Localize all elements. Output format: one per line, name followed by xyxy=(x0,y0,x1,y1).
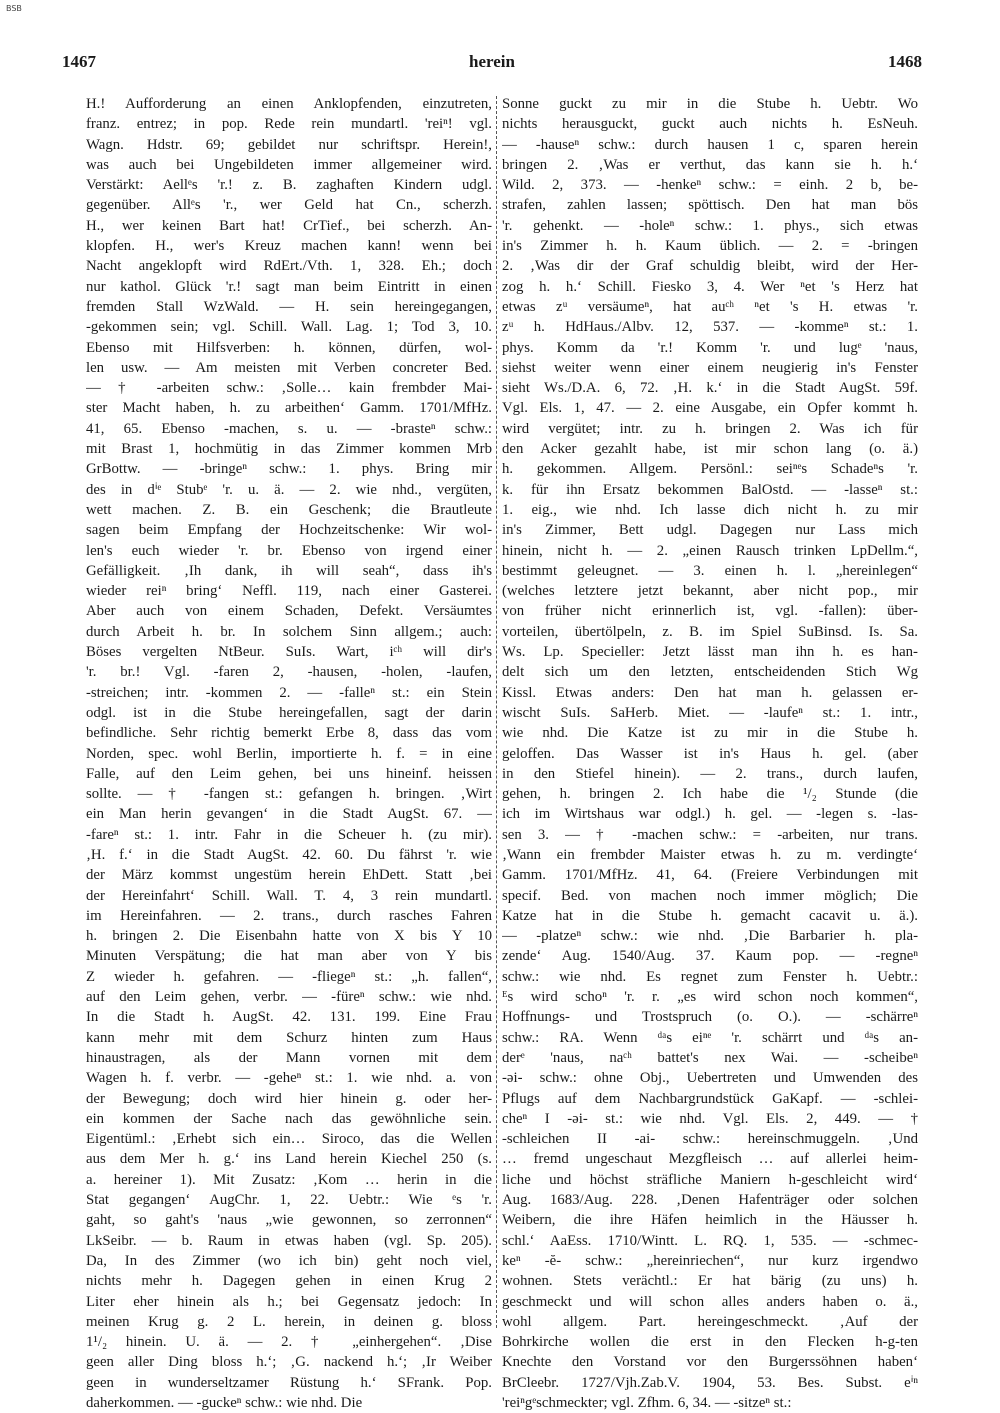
text-line: durch Arbeit h. br. In solchem Sinn allgem.; auch: xyxy=(86,623,492,640)
text-line: nur kathol. Glück 'r.! sagt man beim Eintritt in einen xyxy=(86,278,492,295)
text-line: phys. Komm da 'r.! Komm 'r. und lugᵉ 'naus, xyxy=(502,339,918,356)
text-line: BrCleebr. 1727/Vjh.Zab.V. 1904, 53. Bes. Subst. eⁱⁿ xyxy=(502,1374,918,1391)
text-line: derᵉ 'naus, naᶜʰ battet's nex Wai. — -scheibeⁿ xyxy=(502,1049,918,1066)
text-line: — † -arbeiten schw.: ‚Solle… kain frembder Mai- xyxy=(86,380,492,397)
text-line: — -hauseⁿ schw.: durch hausen 1 c, sparen herein xyxy=(502,136,918,153)
text-line: kann mehr mit dem Schurz hinten zum Haus xyxy=(86,1029,492,1046)
text-line: -gekommen sein; vgl. Schill. Wall. Lag. 1; Tod 3, 10. xyxy=(86,319,492,336)
text-line: ᴱs wird schoⁿ 'r. r. „es wird schon noch kommen“, xyxy=(502,989,918,1006)
text-line: vorteilen, übertölpeln, z. B. im Spiel SuBinsd. Is. Sa. xyxy=(502,623,918,640)
text-line: wett machen. Z. B. ein Geschenk; die Brautleute xyxy=(86,501,492,518)
text-line: h. gekommen. Allgem. Persönl.: seiⁿᵉs Schadeⁿs 'r. xyxy=(502,461,918,478)
text-line: aus dem Mer h. g.‘ ins Land herein Kiechel 250 (s. xyxy=(86,1151,492,1168)
text-line: den Acker gezahlt habe, ist mir schon lang (o. ä.) xyxy=(502,441,918,458)
text-line: im Hereinfahren. — 2. trans., durch rasches Fahren xyxy=(86,907,492,924)
text-line: hinaustragen, als der Mann vornen mit dem xyxy=(86,1049,492,1066)
text-line: mit Brast 1, hochmütig in das Zimmer kommen Mrb xyxy=(86,441,492,458)
text-line: keⁿ -ĕ- schw.: „hereinriechen“, nur kurz irgendwo xyxy=(502,1252,918,1269)
text-line: H.! Aufforderung an einen Anklopfenden, einzutreten, xyxy=(86,96,492,112)
text-line: a. hereiner 1). Mit Zusatz: ‚Kom … herin in die xyxy=(86,1171,492,1188)
text-line: ‚H. f.‘ in die Stadt AugSt. 42. 60. Du fährst 'r. wie xyxy=(86,846,492,863)
text-line: -schleichen II -ai- schw.: hereinschmuggeln. ‚Und xyxy=(502,1131,918,1148)
text-line: Weibern, die ihre Häfen heimlich in the Häusser h. xyxy=(502,1212,918,1229)
text-line: Knechte den Vorstand vor den Burgerssöhnen haben‘ xyxy=(502,1354,918,1371)
text-line: 'reiⁿgᵉschmeckter; vgl. Zfhm. 6, 34. — -sitzeⁿ st.: xyxy=(502,1395,792,1411)
text-line: der Hereinfahrt‘ Schill. Wall. T. 4, 3 rein mundartl. xyxy=(86,887,492,904)
text-line: Stat gegangen‘ AugChr. 1, 22. Uebtr.: Wie ᵉs 'r. xyxy=(86,1192,492,1209)
text-line: zog h. h.‘ Schill. Fiesko 3, 4. Wer ⁿet 's Herz hat xyxy=(502,278,918,295)
text-line: 'r. br.! Vgl. -faren 2, -hausen, -holen, -laufen, xyxy=(86,664,492,681)
text-line: 1. eig., wie nhd. Ich lasse dich nicht h. zu mir xyxy=(502,501,918,518)
text-line: geen in wunderseltzamer Rüstung h.‘ SFrank. Pop. xyxy=(86,1374,492,1391)
page-title: herein xyxy=(469,52,515,71)
text-line: sen 3. — † -machen schw.: = -arbeiten, nur trans. xyxy=(502,826,918,843)
text-line: Liter eher hinein als h.; bei Gegensatz jedoch: In xyxy=(86,1293,492,1310)
text-line: gehen, h. bringen 2. Ich habe die ¹/₂ Stunde (die xyxy=(502,786,918,803)
text-line: -fareⁿ st.: 1. intr. Fahr in die Scheuer h. (zu mir). xyxy=(86,826,492,843)
text-line: Ws. Lp. Specieller: Jetzt lässt man ihn h. es han- xyxy=(502,644,918,661)
text-line: bestimmt geleugnet. — 3. einen h. l. „hereinlegen“ xyxy=(502,562,918,579)
text-line: bringen 2. ‚Was er verthut, das kann sie h. h.‘ xyxy=(502,156,918,173)
text-line: — -platzeⁿ schw.: wie nhd. ‚Die Barbarier h. pla- xyxy=(502,928,918,945)
text-line: der März kommst ungestüm herein EhDett. Statt ‚bei xyxy=(86,867,492,884)
text-line: Hoffnungs- und Trostspruch (o. O.). — -schärreⁿ xyxy=(502,1009,918,1026)
text-line: (welches letztere jetzt bekannt, aber nicht pop., mir xyxy=(502,583,918,600)
text-line: -streichen; intr. -kommen 2. — -falleⁿ st.: ein Stein xyxy=(86,684,492,701)
text-line: strafen, zahlen lassen; spöttisch. Den hat man bös xyxy=(502,197,918,214)
text-line: liche und höchst sträfliche Maniern h-geschleicht wird‘ xyxy=(502,1171,918,1188)
text-line: GrBottw. — -bringeⁿ schw.: 1. phys. Bring mir xyxy=(86,461,492,478)
text-line: siehst weiter wenn einer einem neugierig in's Fenster xyxy=(502,359,918,376)
text-line: len's euch wieder 'r. br. Ebenso von irgend einer xyxy=(86,542,492,559)
text-line: ich im Wirtshaus war odgl.) h. gel. — -legen s. -las- xyxy=(502,806,918,823)
text-line: nichts mehr h. Dagegen gehen in einen Krug 2 xyxy=(86,1273,492,1290)
text-line: Böses vergelten NtBeur. SuIs. Wart, iᶜʰ will dir's xyxy=(86,644,492,661)
left-column xyxy=(86,94,492,1413)
text-line: des in dⁱᵉ Stubᵉ 'r. u. ä. — 2. wie nhd., vergüten, xyxy=(86,481,492,498)
text-line: Nacht angeklopft wird RdErt./Vth. 1, 328. Eh.; doch xyxy=(86,258,492,275)
text-line: in den Stiefel hinein). — 2. trans., durch laufen, xyxy=(502,765,918,782)
text-line: Pflugs auf dem Nachbargrundstück GaKapf. — -schlei- xyxy=(502,1090,918,1107)
text-line: Katze hat in die Stube h. gemacht cacavit u. ä.). xyxy=(502,907,918,924)
text-line: Z wieder h. gefahren. — -fliegeⁿ st.: „h. fallen“, xyxy=(86,968,492,985)
text-line: H., wer keinen Bart hat! CrTief., bei scherzh. An- xyxy=(86,217,492,234)
text-line: Verstärkt: Aellᵉs 'r.! z. B. zaghaften Kindern udgl. xyxy=(86,177,492,194)
text-line: etwas zᵘ versäumeⁿ, hat auᶜʰ ⁿet 's H. etwas 'r. xyxy=(502,298,918,315)
column-divider xyxy=(496,96,497,1328)
text-line: 2. ‚Was dir der Graf schuldig bleibt, wird der Her- xyxy=(502,258,918,275)
text-line: von früher nicht erinnerlich ist, vgl. -fallen): über- xyxy=(502,603,918,620)
text-line: wieder reiⁿ bring‘ Neffl. 119, nach einer Gasterei. xyxy=(86,583,492,600)
text-line: zᵘ h. HdHaus./Albv. 12, 537. — -kommeⁿ st.: 1. xyxy=(502,319,918,336)
text-line: zende‘ Aug. 1540/Aug. 37. Kaum pop. — -regneⁿ xyxy=(502,948,918,965)
text-line: k. für ihn Ersatz bekommen BalOstd. — -lasseⁿ st.: xyxy=(502,481,918,498)
text-line: sollte. — † -fangen st.: gefangen h. bringen. ‚Wirt xyxy=(86,786,492,803)
text-line: Gefälligkeit. ‚Ih dank, ih will seah“, dass ih's xyxy=(86,562,492,579)
text-line: LkSeibr. — b. Raum in etwas haben (vgl. Sp. 205). xyxy=(86,1232,492,1249)
text-line: gegenüber. Allᵉs 'r., wer Geld hat Cn., scherzh. xyxy=(86,197,492,214)
text-line: Eigentüml.: ‚Erhebt sich ein… Siroco, das die Wellen xyxy=(86,1131,492,1148)
text-line: geen aller Ding bloss h.‘; ‚G. nackend h.‘; ‚Ir Weiber xyxy=(86,1354,492,1371)
text-line: ster Macht haben, h. zu arbeithen‘ Gamm. 1701/MfHz. xyxy=(86,400,492,417)
text-line: nichts herausguckt, guckt auch nichts h. EsNeuh. xyxy=(502,116,918,133)
right-column xyxy=(502,94,918,1413)
text-line: schw.: RA. Wenn ᵈᵃs eiⁿᵉ 'r. schärrt und ᵈᵃs an- xyxy=(502,1029,918,1046)
text-line: len usw. — Am meisten mit Verben concreter Bed. xyxy=(86,359,492,376)
text-line: geschmeckt und will schon alles anders haben o. ä., xyxy=(502,1293,918,1310)
library-stamp: BSB xyxy=(6,4,22,13)
text-line: Wagn. Hdstr. 69; gebildet nur schriftspr. Herein!, xyxy=(86,136,492,153)
text-line: Sonne guckt zu mir in die Stube h. Uebtr. Wo xyxy=(502,96,918,112)
text-line: Da, In des Zimmer (wo ich bin) geht noch viel, xyxy=(86,1252,492,1269)
page-header xyxy=(62,44,922,70)
text-line: Gamm. 1701/MfHz. 41, 64. (Freiere Verbindungen mit xyxy=(502,867,918,884)
text-line: In die Stadt h. AugSt. 42. 131. 199. Eine Frau xyxy=(86,1009,492,1026)
page-number-right: 1468 xyxy=(888,52,922,71)
text-line: befindliche. Sehr richtig bemerkt Erbe 8, dass das vom xyxy=(86,725,492,742)
text-line: fremden Stall WzWald. — H. sein hereingegangen, xyxy=(86,298,492,315)
text-line: Wild. 2, 373. — -henkeⁿ schw.: = einh. 2 b, be- xyxy=(502,177,918,194)
text-line: h. bringen 2. Die Eisenbahn hatte von X bis Y 10 xyxy=(86,928,492,945)
text-line: 41, 65. Ebenso -machen, s. u. — -brasteⁿ schw.: xyxy=(86,420,492,437)
text-line: ein Man herin gevangen‘ in die Stadt AugSt. 67. — xyxy=(86,806,492,823)
text-line: ein kommen der Sache nach das gewöhnliche sein. xyxy=(86,1110,492,1127)
text-line: cheⁿ I -əi- st.: wie nhd. Vgl. Els. 2, 449. — † xyxy=(502,1110,918,1127)
text-line: was auch bei Ungebildeten immer allgemeiner wird. xyxy=(86,156,492,173)
text-line: auf den Leim gehen, verbr. — -füreⁿ schw.: wie nhd. xyxy=(86,989,492,1006)
text-line: Falle, auf den Leim gehen, bei uns hineinf. heissen xyxy=(86,765,492,782)
text-line: meinen Krug g. 2 L. herein, in deinen g. bloss xyxy=(86,1313,492,1330)
text-line: franz. entrez; in pop. Rede rein mundartl. 'reiⁿ! vgl. xyxy=(86,116,492,133)
text-line: 'r. gehenkt. — -holeⁿ schw.: 1. phys., sich etwas xyxy=(502,217,918,234)
text-line: Ebenso mit Hilfsverben: h. können, dürfen, wol- xyxy=(86,339,492,356)
text-line: geloffen. Das Wasser ist in's Haus h. gel. (aber xyxy=(502,745,918,762)
text-line: Aug. 1683/Aug. 228. ‚Denen Hafenträger oder solchen xyxy=(502,1192,918,1209)
text-line: delt sich um den letzten, entscheidenden Stich Wg xyxy=(502,664,918,681)
text-line: odgl. ist in die Stube hereingefallen, sagt der darin xyxy=(86,704,492,721)
text-line: Vgl. Els. 1, 47. — 2. eine Ausgabe, ein Opfer kommt h. xyxy=(502,400,918,417)
page-number-left: 1467 xyxy=(62,52,96,71)
text-line: Wagen h. f. verbr. — -geheⁿ st.: 1. wie nhd. a. von xyxy=(86,1070,492,1087)
text-line: Kissl. Etwas anders: Den hat man h. gelassen er- xyxy=(502,684,918,701)
text-line: hinein, nicht h. — 2. „einen Rausch trinken LpDellm.“, xyxy=(502,542,918,559)
text-line: Aber auch von einem Schaden, Defekt. Versäumtes xyxy=(86,603,492,620)
text-line: specif. Bed. von machen noch immer möglich; Die xyxy=(502,887,918,904)
text-line: … fremd ungeschaut Mezgfleisch … auf allerlei heim- xyxy=(502,1151,918,1168)
text-line: schl.‘ AaEss. 1710/Wintt. L. RQ. 1, 535. — -schmec- xyxy=(502,1232,918,1249)
text-line: wohnen. Stets verächtl.: Er hat bärig (zu uns) h. xyxy=(502,1273,918,1290)
text-line: Bohrkirche wollen die erst in den Flecken h-g-ten xyxy=(502,1334,918,1351)
text-line: wohl allgem. Part. hereingeschmeckt. ‚Auf der xyxy=(502,1313,918,1330)
text-line: -əi- schw.: ohne Obj., Uebertreten und Umwenden des xyxy=(502,1070,918,1087)
text-line: Norden, spec. wohl Berlin, importierte h. f. = in eine xyxy=(86,745,492,762)
text-line: schw.: wie nhd. Es regnet zum Fenster h. Uebtr.: xyxy=(502,968,918,985)
text-line: sagen beim Empfang der Hochzeitschenke: Wir wol- xyxy=(86,522,492,539)
text-line: wie nhd. Die Katze ist zu mir in die Stube h. xyxy=(502,725,918,742)
text-line: ‚Wann ein frembder Maister etwas h. zu m. verdingte‘ xyxy=(502,846,918,863)
text-line: sieht Ws./D.A. 6, 72. ‚H. k.‘ in die Stadt AugSt. 59f. xyxy=(502,380,918,397)
text-line: wischt SuIs. SaHerb. Miet. — -laufeⁿ st.: 1. intr., xyxy=(502,704,918,721)
text-line: daherkommen. — -guckeⁿ schw.: wie nhd. Die xyxy=(86,1395,363,1411)
text-line: gaht, so gaht's 'naus „wie gewonnen, so zerronnen“ xyxy=(86,1212,492,1229)
text-line: klopfen. H., wer's Kreuz machen kann! wenn bei xyxy=(86,238,492,255)
text-line: wird vergütet; intr. zu h. bringen 2. Was ich für xyxy=(502,420,918,437)
text-line: Minuten Verspätung; die hat man aber von Y bis xyxy=(86,948,492,965)
text-line: in's Zimmer h. h. Kaum üblich. — 2. = -bringen xyxy=(502,238,918,255)
text-line: 1¹/₂ hinein. U. ä. — 2. † „einhergehen“. ‚Dise xyxy=(86,1334,492,1351)
text-line: in's Zimmer, Bett udgl. Dagegen nur Lass mich xyxy=(502,522,918,539)
text-line: der Bewegung; doch wird hier hinein g. oder her- xyxy=(86,1090,492,1107)
